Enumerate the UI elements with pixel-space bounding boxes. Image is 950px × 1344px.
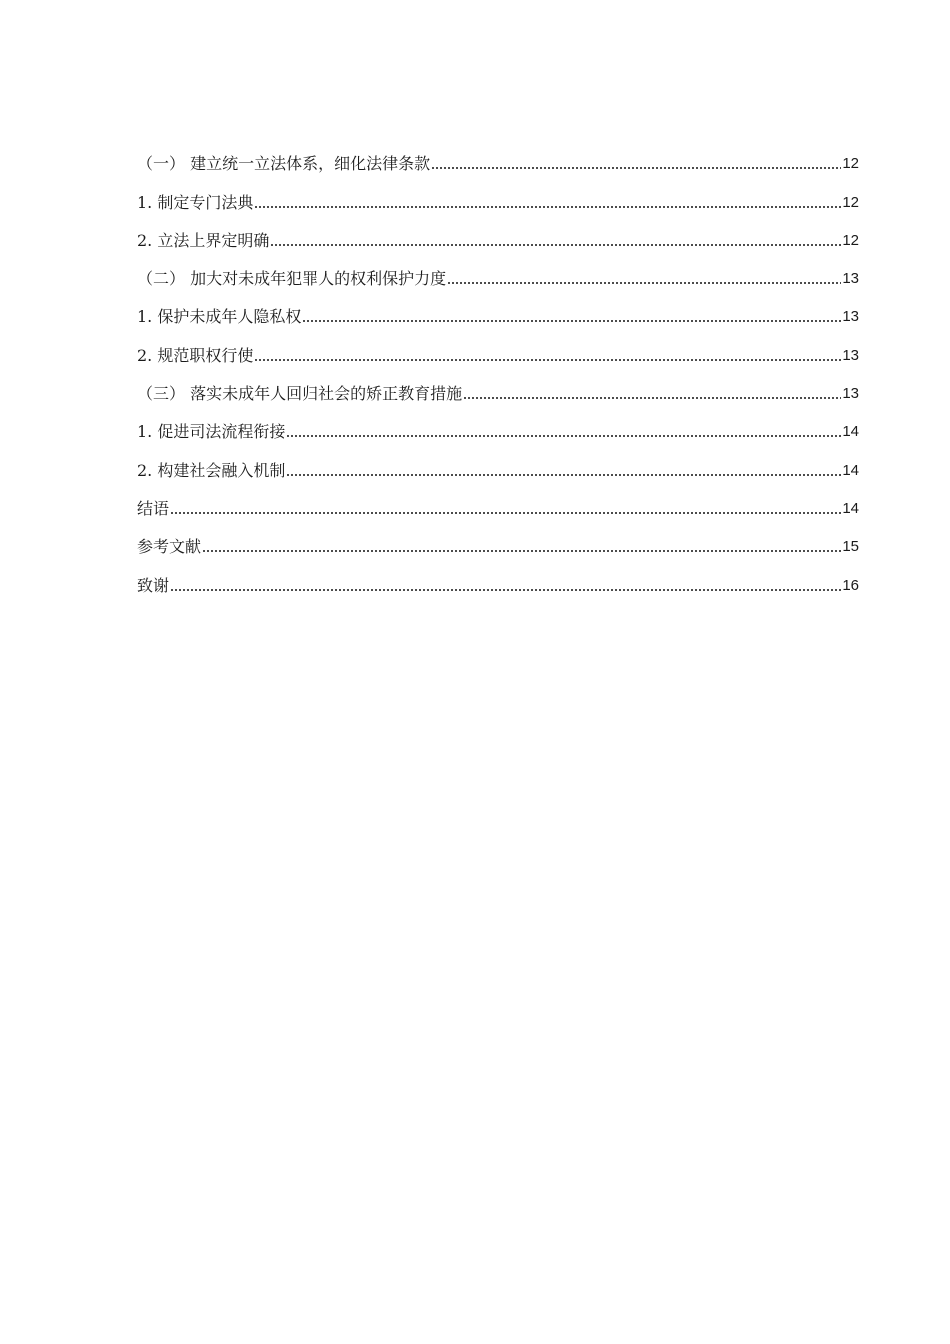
- toc-entry[interactable]: [137, 483, 859, 521]
- toc-entry-title: 2. 规范职权行使: [137, 345, 254, 365]
- toc-entry[interactable]: [137, 176, 859, 214]
- toc-entry[interactable]: [137, 559, 859, 597]
- toc-entry[interactable]: [137, 215, 859, 253]
- toc-entry[interactable]: [137, 368, 859, 406]
- toc-dot-leader: [254, 205, 841, 209]
- toc-entry[interactable]: [137, 444, 859, 482]
- toc-dot-leader: [202, 549, 841, 553]
- toc-entry-title: （三） 落实未成年人回归社会的矫正教育措施: [137, 384, 463, 404]
- toc-entry-title: 1. 制定专门法典: [137, 192, 254, 212]
- toc-entry-title: 2. 构建社会融入机制: [137, 460, 286, 480]
- toc-dot-leader: [270, 243, 841, 247]
- toc-dot-leader: [286, 434, 841, 438]
- toc-entry-title: 参考文献: [137, 537, 202, 557]
- toc-entry-title: 致谢: [137, 575, 170, 595]
- toc-entry[interactable]: [137, 138, 859, 176]
- toc-page-number: 13: [842, 346, 859, 364]
- toc-page-number: 12: [842, 193, 859, 211]
- toc-dot-leader: [254, 358, 841, 362]
- toc-entry-title: 1. 保护未成年人隐私权: [137, 307, 302, 327]
- toc-page-number: 16: [842, 576, 859, 594]
- toc-page-number: 15: [842, 538, 859, 556]
- toc-entry-title: （一） 建立统一立法体系，细化法律条款: [137, 154, 431, 174]
- toc-page-number: 14: [842, 499, 859, 517]
- toc-dot-leader: [447, 281, 841, 285]
- table-of-contents: [137, 138, 859, 598]
- toc-entry-title: （二） 加大对未成年犯罪人的权利保护力度: [137, 269, 447, 289]
- toc-page-number: 13: [842, 270, 859, 288]
- toc-entry[interactable]: [137, 329, 859, 367]
- toc-page-number: 13: [842, 308, 859, 326]
- toc-entry[interactable]: [137, 291, 859, 329]
- toc-entry-title: 结语: [137, 498, 170, 518]
- toc-page-number: 12: [842, 155, 859, 173]
- toc-page-number: 14: [842, 461, 859, 479]
- toc-dot-leader: [463, 396, 841, 400]
- toc-page-number: 14: [842, 423, 859, 441]
- toc-entry[interactable]: [137, 253, 859, 291]
- toc-dot-leader: [302, 319, 841, 323]
- toc-dot-leader: [170, 511, 841, 515]
- toc-dot-leader: [431, 166, 841, 170]
- toc-entry-title: 2. 立法上界定明确: [137, 230, 270, 250]
- toc-page-number: 12: [842, 231, 859, 249]
- toc-dot-leader: [286, 473, 841, 477]
- toc-page-number: 13: [842, 385, 859, 403]
- toc-entry[interactable]: [137, 521, 859, 559]
- toc-dot-leader: [170, 588, 841, 592]
- toc-entry[interactable]: [137, 406, 859, 444]
- toc-entry-title: 1. 促进司法流程衔接: [137, 422, 286, 442]
